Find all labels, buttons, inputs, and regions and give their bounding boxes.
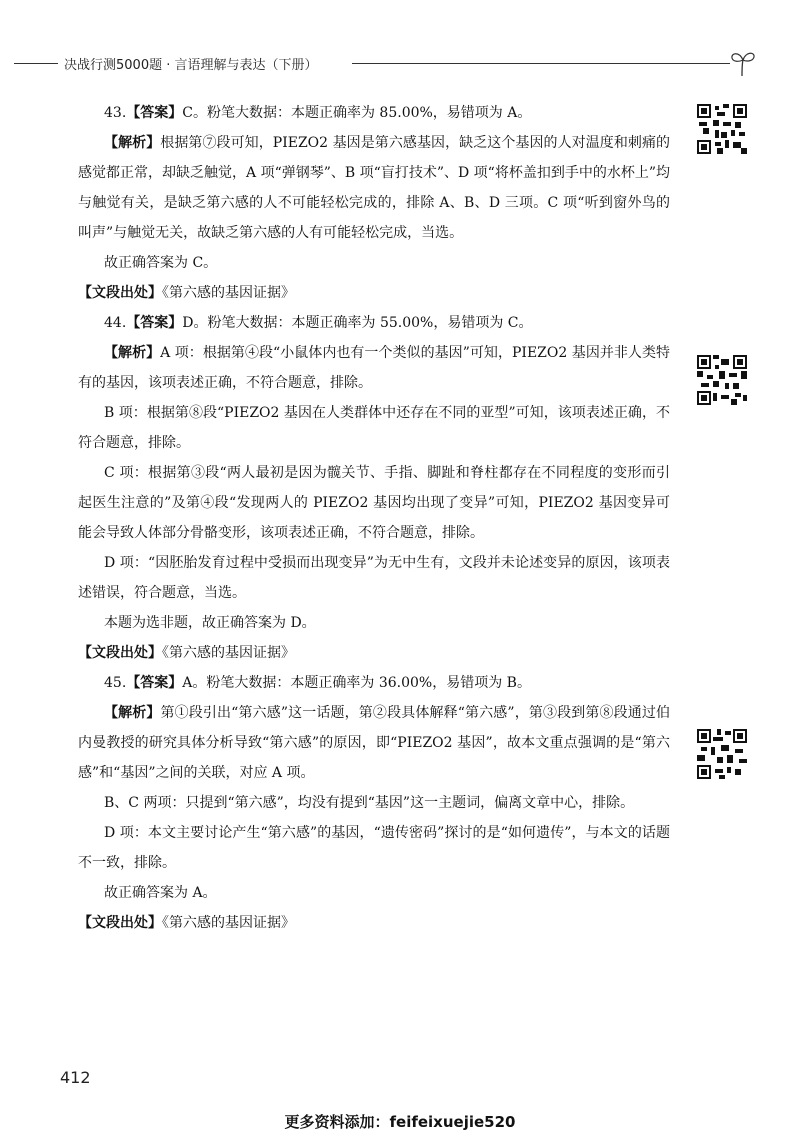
q43-answer: C。粉笔大数据：本题正确率为 85.00%，易错项为 A。 <box>182 105 532 121</box>
analysis-label: 【解析】 <box>104 705 161 721</box>
answer-explanations <box>78 98 670 938</box>
q43-analysis <box>78 128 670 248</box>
source-label: 【文段出处】 <box>78 285 162 301</box>
q44-number: 44. <box>104 315 127 331</box>
q45-answer-line <box>78 668 670 698</box>
header-rule-right <box>352 63 730 64</box>
answer-label: 【答案】 <box>126 315 183 331</box>
answer-label: 【答案】 <box>126 675 183 691</box>
analysis-label: 【解析】 <box>104 345 161 361</box>
q43-number: 43. <box>104 105 127 121</box>
q45-source <box>78 908 670 938</box>
running-header <box>0 48 800 78</box>
source-label: 【文段出处】 <box>78 915 162 931</box>
q44-conclusion: 本题为选非题，故正确答案为 D。 <box>104 615 316 631</box>
source-label: 【文段出处】 <box>78 645 162 661</box>
q45-source-text: 《第六感的基因证据》 <box>162 915 295 931</box>
header-rule-left <box>14 63 58 64</box>
qr-code-q45 <box>697 729 747 779</box>
q44-analysis <box>78 338 670 398</box>
q45-number: 45. <box>104 675 127 691</box>
q45-answer: A。粉笔大数据：本题正确率为 36.00%，易错项为 B。 <box>182 675 531 691</box>
q43-conclusion: 故正确答案为 C。 <box>104 255 218 271</box>
q44-option-b: B 项：根据第⑧段“PIEZO2 基因在人类群体中还存在不同的亚型”可知，该项表述正确，不符合题意，排除。 <box>78 405 670 451</box>
answer-label: 【答案】 <box>126 105 183 121</box>
q45-analysis <box>78 698 670 788</box>
q44-option-c: C 项：根据第③段“两人最初是因为髋关节、手指、脚趾和脊柱都存在不同程度的变形而引起医生注意的”及第④段“发现两人的 PIEZO2 基因均出现了变异”可知，PIEZO2 基因变异可能会导致人体部分骨骼变形，该项表述正确，不符合题意，排除。 <box>78 465 670 541</box>
footer-note: 更多资料添加：feifeixuejie520 <box>284 1113 516 1131</box>
q43-source-text: 《第六感的基因证据》 <box>162 285 295 301</box>
q45-analysis-text: 第①段引出“第六感”这一话题，第②段具体解释“第六感”，第③段到第⑧段通过伯内曼教授的研究具体分析导致“第六感”的原因，即“PIEZO2 基因”，故本文重点强调的是“第六感”和“基因”之间的关联，对应 A 项。 <box>78 705 670 781</box>
q44-option-d: D 项：“因胚胎发育过程中受损而出现变异”为无中生有，文段并未论述变异的原因，该项表述错误，符合题意，当选。 <box>78 555 670 601</box>
q44-answer-line <box>78 308 670 338</box>
q43-answer-line <box>78 98 670 128</box>
q43-analysis-text: 根据第⑦段可知，PIEZO2 基因是第六感基因，缺乏这个基因的人对温度和刺痛的感觉都正常，却缺乏触觉，A 项“弹钢琴”、B 项“盲打技术”、D 项“将杯盖扣到手中的水杯上”均与触觉有关，是缺乏第六感的人不可能轻松完成的，排除 A、B、D 三项。C 项“听到窗外鸟的叫声”与触觉无关，故缺乏第六感的人有可能轻松完成，当选。 <box>78 135 671 241</box>
analysis-label: 【解析】 <box>104 135 161 151</box>
qr-code-q44 <box>697 355 747 405</box>
qr-code-q43 <box>697 104 747 154</box>
q44-source <box>78 638 670 668</box>
q43-source <box>78 278 670 308</box>
q45-option-bc: B、C 两项：只提到“第六感”，均没有提到“基因”这一主题词，偏离文章中心，排除。 <box>104 795 635 811</box>
sprout-icon <box>728 48 758 78</box>
book-title: 决战行测5000题 · 言语理解与表达（下册） <box>64 58 318 73</box>
q44-answer: D。粉笔大数据：本题正确率为 55.00%，易错项为 C。 <box>182 315 533 331</box>
q44-source-text: 《第六感的基因证据》 <box>162 645 295 661</box>
q45-conclusion: 故正确答案为 A。 <box>104 885 217 901</box>
page-number: 412 <box>60 1068 91 1087</box>
q44-analysis-a: A 项：根据第④段“小鼠体内也有一个类似的基因”可知，PIEZO2 基因并非人类特有的基因，该项表述正确，不符合题意，排除。 <box>78 345 671 391</box>
q45-option-d: D 项：本文主要讨论产生“第六感”的基因，“遗传密码”探讨的是“如何遗传”，与本文的话题不一致，排除。 <box>78 825 670 871</box>
